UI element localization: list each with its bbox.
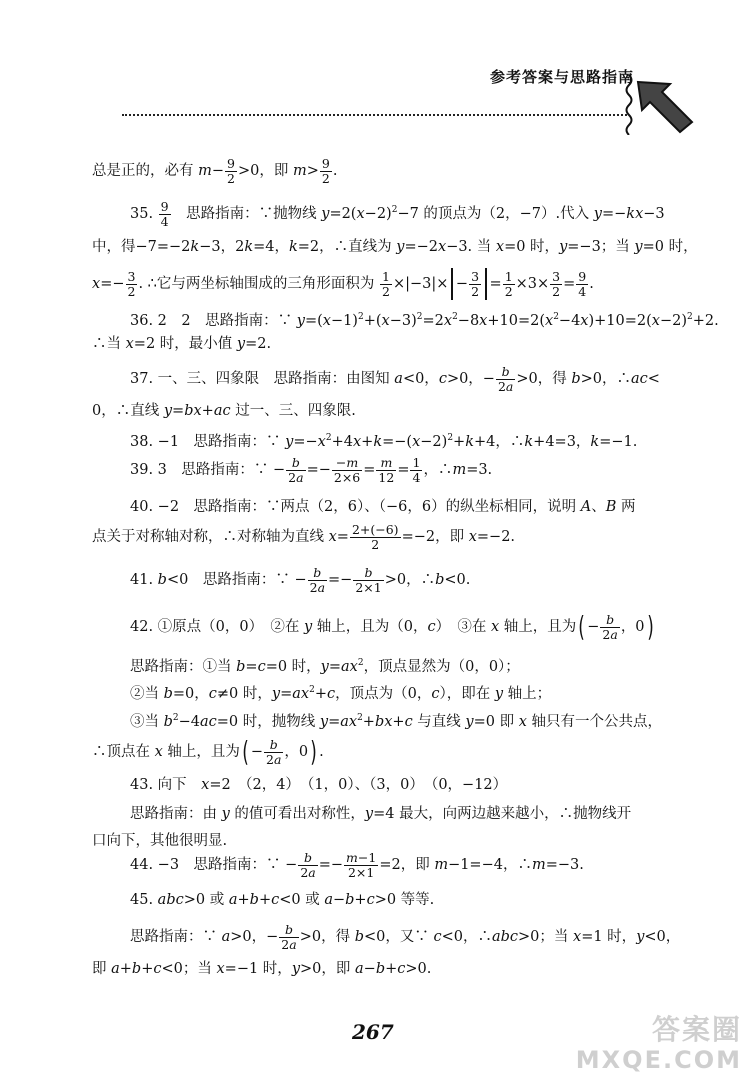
text-line: 45. abc>0 或 a+b+c<0 或 a−b+c>0 等等. — [130, 892, 435, 908]
text-line: 42. ①原点（0，0） ②在 y 轴上，且为（0，c） ③在 x 轴上，且为( − $\frac{b}{2a}$ ，0) — [130, 610, 654, 643]
text-line: 35. $\frac{9}{4}$ 思路指南：∵抛物线 $y=2(x-2)^2-7$ 的顶点为（2，−7）.代入 y=−kx−3 — [130, 198, 665, 229]
text-line: 口向下，其他很明显. — [92, 833, 228, 849]
text-line: 0，∴直线 y=bx+ac 过一、三、四象限. — [92, 403, 356, 419]
text-line: 总是正的，必有 m− $\frac{9}{2}$ >0，即 m> $\frac{9}{2}$ . — [92, 155, 338, 186]
watermark-url: MXQE.COM — [575, 1046, 742, 1074]
text-line: 思路指南：由 y 的值可看出对称性，y=4 最大，向两边越来越小，∴抛物线开 — [130, 806, 632, 822]
wavy-line-decoration — [624, 75, 634, 135]
text-line: 37. 一、三、四象限 思路指南：由图知 a<0，c>0，− $\frac{b}{2a}$ >0，得 b>0，∴ac< — [130, 363, 660, 394]
page-number: 267 — [352, 1020, 394, 1044]
text-line: 思路指南：∵ a>0，− $\frac{b}{2a}$ >0，得 b<0，又∵ c<0，∴abc>0；当 x=1 时，y<0， — [130, 921, 681, 952]
text-line: x=− $\frac{3}{2}$ . ∴它与两坐标轴围成的三角形面积为 $\frac{1}{2}$ ×|−3|× − $\frac{3}{2}$ = $\frac{1}{2}$ ×3× $\frac{3}{2}$ = $\frac{9}{4}$ . — [92, 268, 594, 299]
running-header-title: 参考答案与思路指南 — [489, 68, 634, 86]
text-line: 41. b<0 思路指南：∵ − $\frac{b}{2a}$ =− $\frac{b}{2\times 1}$ >0，∴b<0. — [130, 564, 471, 595]
text-line: ②当 b=0，c≠0 时，$y=ax^2+c$，顶点为（0，c），即在 y 轴上； — [130, 685, 552, 702]
text-line: 即 a+b+c<0；当 x=−1 时，y>0，即 a−b+c>0. — [92, 961, 432, 977]
text-line: 40. −2 思路指南：∵两点（2，6）、（−6，6）的纵坐标相同，说明 A、B 两 — [130, 499, 636, 515]
text-line: 点关于对称轴对称，∴对称轴为直线 x= $\frac{2+(-6)}{2}$ =−2，即 x=−2. — [92, 521, 516, 552]
text-line: 43. 向下 x=2 （2，4） （1，0）、（3，0） （0，−12） — [130, 777, 508, 793]
watermark-logo — [576, 1015, 742, 1075]
text-line: 思路指南：①当 b=c=0 时，$y=ax^2$，顶点显然为（0，0）； — [130, 658, 520, 675]
arrow-icon — [634, 78, 696, 134]
text-line: 39. 3 思路指南：∵ − $\frac{b}{2a}$ =− $\frac{-m}{2\times 6}$ = $\frac{m}{12}$ = $\frac{1}{4}$ ，∴m=3. — [130, 454, 493, 485]
text-line: ∴当 x=2 时，最小值 y=2. — [92, 336, 272, 352]
watermark-text: 答案圈 — [651, 1013, 742, 1046]
text-line: 中，得−7=−2k−3，2k=4，k=2，∴直线为 y=−2x−3. 当 x=0 时，y=−3；当 y=0 时， — [92, 239, 698, 255]
text-line: 36. 2 2 思路指南：∵ $y=(x-1)^2+(x-3)^2=2x^2-8x+10=2(x^2-4x)+10=2(x-2)^2+2$. — [130, 312, 719, 329]
text-line: ③当 $b^2-4ac=0$ 时，抛物线 $y=ax^2+bx+c$ 与直线 y=0 即 x 轴只有一个公共点， — [130, 713, 663, 730]
header-dotted-rule — [122, 114, 627, 116]
text-line: 38. −1 思路指南：∵ $y=-x^2+4x+k=-(x-2)^2+k+4$，∴k+4=3，k=−1. — [130, 433, 638, 450]
text-line: 44. −3 思路指南：∵ − $\frac{b}{2a}$ =− $\frac{m-1}{2\times 1}$ =2，即 m−1=−4，∴m=−3. — [130, 849, 584, 880]
text-line: ∴顶点在 x 轴上，且为( − $\frac{b}{2a}$ ，0) . — [92, 735, 324, 768]
